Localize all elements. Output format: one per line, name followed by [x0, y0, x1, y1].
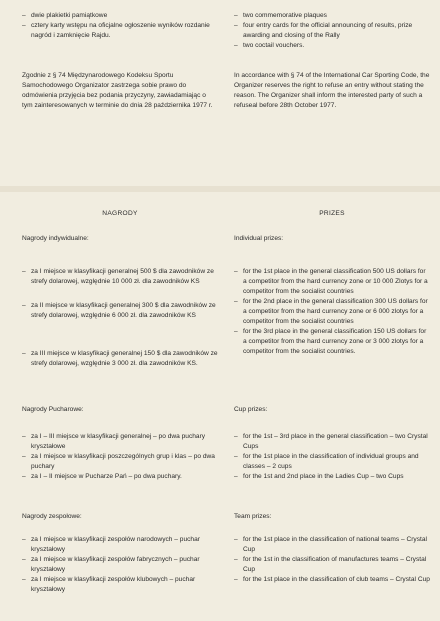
- list-item: – for the 1st – 3rd place in the general classification – two Crystal Cups: [234, 433, 428, 450]
- list-item: – za I miejsce w klasyfikacji zespołów narodowych – puchar kryształowy: [22, 536, 200, 553]
- polish-team-list: [22, 535, 218, 595]
- list-item: – for the 2nd place in the general classification 300 US dollars for a competitor from the hard currency zone or 6 000 zlotys for a competitor from the socialist countries: [234, 298, 428, 325]
- list-item: – four entry cards for the official announcing of results, prize awarding and closing of the Rally: [234, 22, 413, 39]
- polish-heading: NAGRODY: [102, 210, 138, 217]
- english-notice: In accordance with § 74 of the International Car Sporting Code, the Organizer reserves the right to refuse an entry without stating the reason. The Organizer shall inform the interested party of such a refuseal before 28th October 1977.: [234, 72, 430, 109]
- list-item: – for the 1st and 2nd place in the Ladies Cup – two Cups: [234, 473, 404, 480]
- page-fold-band: [0, 186, 440, 192]
- list-item: – for the 1st place in the classification of club teams – Crystal Cup: [234, 576, 430, 583]
- english-cup-title: Cup prizes:: [234, 406, 268, 413]
- list-item: – for the 1st place in the classification of national teams – Crystal Cup: [234, 536, 427, 553]
- list-item: – za I miejsce w klasyfikacji poszczególnych grup i klas – po dwa puchary: [22, 453, 215, 470]
- list-item: – za I miejsce w klasyfikacji zespołów klubowych – puchar kryształowy: [22, 576, 196, 593]
- polish-top-list: [22, 11, 218, 41]
- list-item: – for the 3rd place in the general classification 150 US dollars for a competitor from the hard currency zone or 3 000 zlotys for a competitor from the socialist countries.: [234, 328, 427, 355]
- list-item: – for the 1st in the classification of manufactures teams – Crystal Cup: [234, 556, 427, 573]
- english-top-list: [234, 11, 430, 51]
- list-item: – za I – III miejsce w klasyfikacji generalnej – po dwa puchary kryształowe: [22, 433, 206, 450]
- list-item: – za I miejsce w klasyfikacji zespołów fabrycznych – puchar kryształowy: [22, 556, 200, 573]
- english-cup-list: [234, 432, 430, 482]
- list-item: – for the 1st place in the general classification 500 US dollars for a competitor from the hard currency zone or 10 000 Zlotys for a competitor from the socialist countries: [234, 268, 428, 295]
- polish-individual-item-3: – za III miejsce w klasyfikacji generalnej 150 $ dla zawodników ze strefy dolarowej, względnie 3 000 zł. dla zawodników KS.: [22, 350, 218, 367]
- polish-cup-list: [22, 432, 218, 482]
- polish-team-title: Nagrody zespołowe:: [22, 513, 82, 520]
- list-item: – two commemorative plaques: [234, 12, 327, 19]
- polish-individual-item-1: – za I miejsce w klasyfikacji generalnej 500 $ dla zawodników ze strefy dolarowej, względnie 10 000 zł. dla zawodników KS: [22, 268, 214, 285]
- english-individual-title: Individual prizes:: [234, 235, 284, 242]
- polish-notice: Zgodnie z § 74 Międzynarodowego Kodeksu Sportu Samochodowego Organizator zastrzega sobie prawo do odmówienia przyjęcia bez podania przyczyny, zawiadamiając o tym zainteresowanych w terminie do dnia 28 października 1977 r.: [22, 72, 213, 109]
- english-individual-list: [234, 267, 430, 357]
- english-team-title: Team prizes:: [234, 513, 272, 520]
- list-item: – two coctail vouchers.: [234, 42, 305, 49]
- english-heading: PRIZES: [319, 210, 345, 217]
- list-item: – for the 1st place in the classification of individual groups and classes – 2 cups: [234, 453, 419, 470]
- polish-cup-title: Nagrody Pucharowe:: [22, 406, 84, 413]
- polish-individual-title: Nagrody indywidualne:: [22, 235, 89, 242]
- list-item: – cztery karty wstępu na oficjalne ogłoszenie wyników rozdanie nagród i zamknięcie Rajdu.: [22, 22, 210, 39]
- polish-individual-item-2: – za II miejsce w klasyfikacji generalnej 300 $ dla zawodników ze strefy dolarowej, względnie 6 000 zł. dla zawodników KS: [22, 302, 216, 319]
- list-item: – dwie plakietki pamiątkowe: [22, 12, 108, 19]
- list-item: – za I – II miejsce w Pucharze Pań – po dwa puchary.: [22, 473, 182, 480]
- english-team-list: [234, 535, 430, 585]
